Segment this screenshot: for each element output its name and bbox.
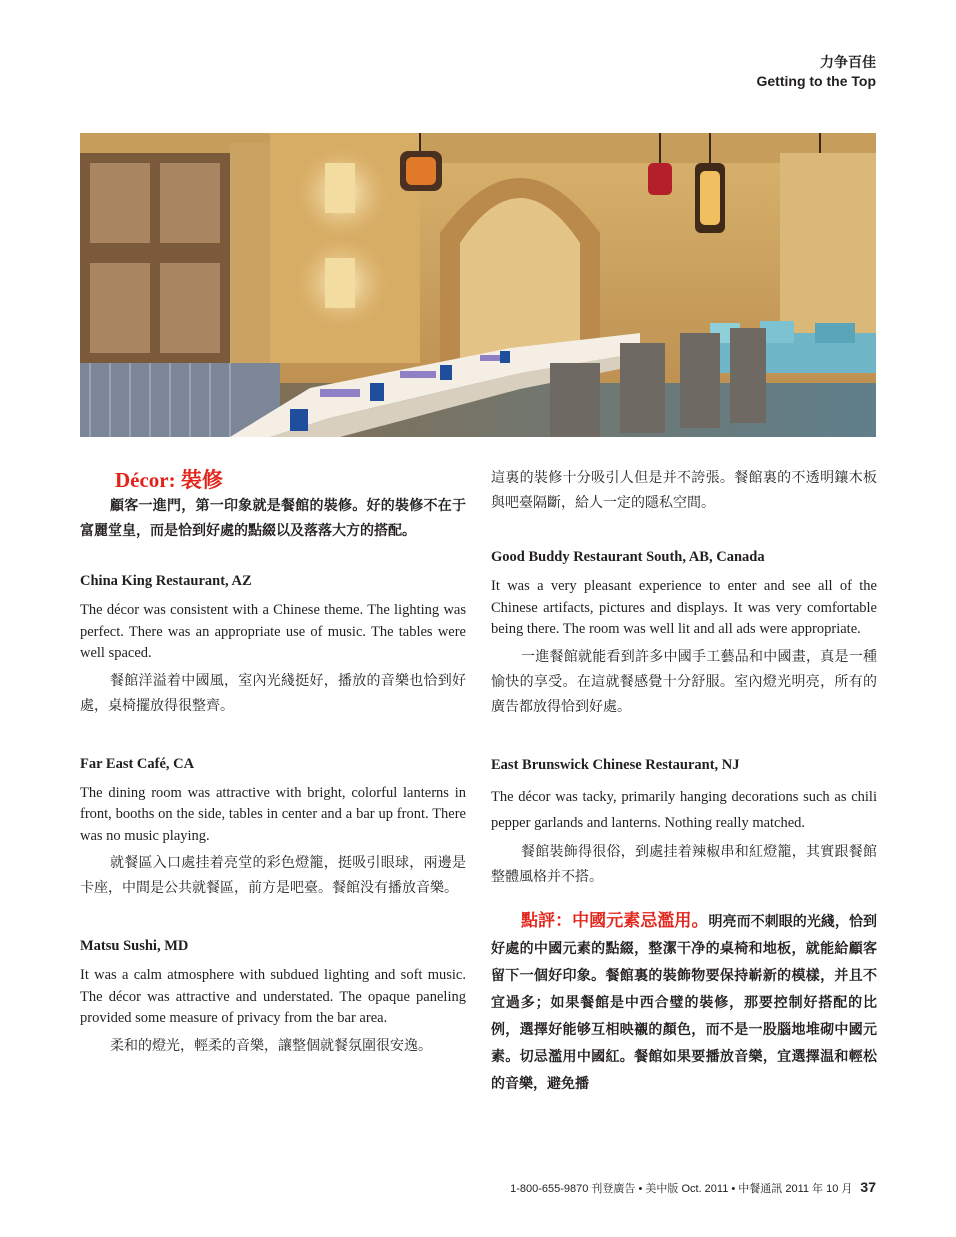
review-zh: 餐館裝飾得很俗，到處挂着辣椒串和紅燈籠，其實跟餐館整體風格并不搭。: [491, 843, 877, 885]
review-zh: 餐館洋溢着中國風，室內光綫挺好，播放的音樂也恰到好處，桌椅擺放得很整齊。: [80, 672, 466, 714]
page-footer: [510, 1179, 876, 1196]
review-name: China King Restaurant, AZ: [80, 573, 252, 589]
review-zh: 就餐區入口處挂着亮堂的彩色燈籠，挺吸引眼球，兩邊是卡座，中間是公共就餐區，前方是吧臺。餐館没有播放音樂。: [80, 855, 466, 896]
review-en: It was a calm atmosphere with subdued lighting and soft music. The décor was attractive and understated. The opaque paneling provided some measure of privacy from the bar area.: [80, 967, 466, 1026]
conclusion-lead: 點評：中國元素忌濫用。: [521, 910, 709, 931]
review-east-brunswick: [491, 754, 877, 890]
review-en: The décor was tacky, primarily hanging decorations such as chili pepper garlands and lanterns. Nothing really matched.: [491, 788, 877, 831]
review-name: Matsu Sushi, MD: [80, 938, 189, 954]
page-number: 37: [860, 1179, 876, 1195]
review-continuation: 這裏的裝修十分吸引人但是并不誇張。餐館裏的不透明鑲木板與吧臺隔斷，給人一定的隱私空間。: [491, 470, 877, 511]
review-zh: 柔和的燈光，輕柔的音樂，讓整個就餐氛圍很安逸。: [110, 1037, 432, 1054]
right-column: [491, 466, 877, 1098]
review-matsu-sushi: [80, 935, 466, 1059]
review-zh: 一進餐館就能看到許多中國手工藝品和中國畫，真是一種愉快的享受。在這就餐感覺十分舒服。室內燈光明亮，所有的廣告都放得恰到好處。: [491, 648, 877, 715]
review-en: The décor was consistent with a Chinese theme. The lighting was perfect. There was an appropriate use of music. The tables were well spaced.: [80, 602, 466, 661]
left-column: [80, 466, 466, 1059]
conclusion-body: 明亮而不刺眼的光綫，恰到好處的中國元素的點綴，整潔干净的桌椅和地板，就能給顧客留下一個好印象。餐館裏的裝飾物要保持嶄新的模樣，并且不宜過多；如果餐館是中西合璧的裝修，那要控制好搭配的比例，選擇好能够互相映襯的顏色，而不是一股腦地堆砌中國元素。切忌濫用中國紅。餐館如果要播放音樂，宜選擇温和輕松的音樂，避免播: [491, 913, 877, 1092]
review-name: Far East Café, CA: [80, 755, 195, 772]
review-china-king: [80, 570, 466, 719]
restaurant-photo: [80, 133, 876, 437]
review-name: Good Buddy Restaurant South, AB, Canada: [491, 549, 765, 565]
page-header: [757, 54, 877, 90]
conclusion: [491, 908, 877, 1098]
review-en: The dining room was attractive with bright, colorful lanterns in front, booths on the side, tables in center and a bar up front. There was no music playing.: [80, 784, 466, 844]
review-en: It was a very pleasant experience to enter and see all of the Chinese artifacts, pictures and displays. It was very comfortable being there. The room was well lit and all ads were appropriate.: [491, 578, 877, 637]
footer-text: 1-800-655-9870 刊登廣告 • 美中版 Oct. 2011 • 中餐通訊 2011 年 10 月: [510, 1183, 853, 1195]
header-title-en: Getting to the Top: [756, 73, 876, 89]
review-far-east-cafe: [80, 753, 466, 902]
review-name: East Brunswick Chinese Restaurant, NJ: [491, 756, 740, 773]
section-intro: 顧客一進門，第一印象就是餐館的裝修。好的裝修不在于富麗堂皇，而是恰到好處的點綴以及落落大方的搭配。: [80, 498, 466, 539]
section-title: Décor: 裝修: [115, 468, 223, 492]
review-good-buddy: [491, 546, 877, 720]
header-title-zh: 力争百佳: [820, 55, 876, 71]
